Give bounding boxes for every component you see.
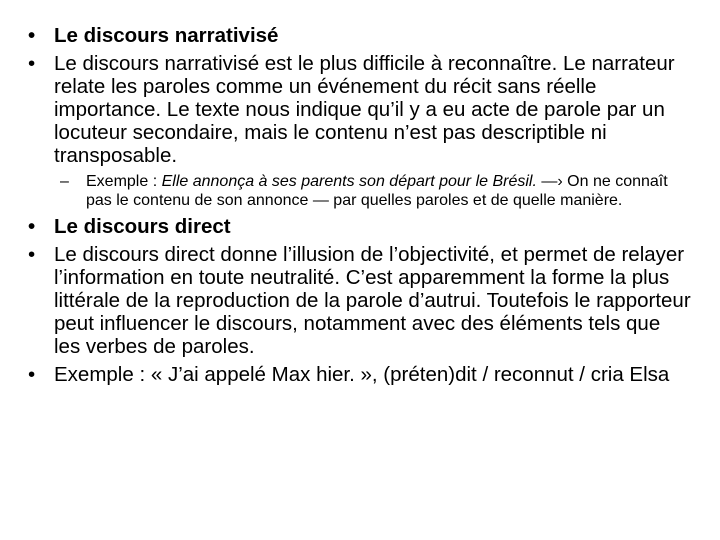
example-suffix: —› On ne connaît pas le contenu de son annonce — par quelles paroles et de quelle manière. bbox=[86, 173, 668, 209]
bullet-icon: • bbox=[28, 52, 36, 75]
paragraph-text: Le discours direct donne l’illusion de l’objectivité, et permet de relayer l’information en toute neutralité. C’est apparemment la forme la plus littérale de la reproduction de la parole d’autrui. Toutefois le rapporteur peut influencer le discours, notamment avec des éléments tels que les verbes de paroles. bbox=[54, 243, 691, 358]
example-prefix: Exemple : bbox=[86, 173, 162, 190]
bullet-icon: • bbox=[28, 363, 36, 386]
heading-text: Le discours direct bbox=[54, 215, 231, 238]
heading-text: Le discours narrativisé bbox=[54, 24, 279, 47]
bullet-icon: • bbox=[28, 215, 36, 238]
example-quote: Elle annonça à ses parents son départ pour le Brésil. bbox=[161, 173, 537, 190]
paragraph-narrativise bbox=[28, 52, 692, 167]
example-text: Exemple : « J’ai appelé Max hier. », (préten)dit / reconnut / cria Elsa bbox=[54, 363, 670, 386]
slide-body bbox=[28, 24, 692, 391]
bullet-icon: • bbox=[28, 243, 36, 266]
paragraph-direct bbox=[28, 243, 692, 358]
example-direct bbox=[28, 363, 692, 386]
heading-discours-direct bbox=[28, 215, 692, 238]
dash-icon: – bbox=[60, 173, 69, 190]
paragraph-text: Le discours narrativisé est le plus difficile à reconnaître. Le narrateur relate les paroles comme un événement du récit sans réelle importance. Le texte nous indique qu’il y a eu acte de parole par un locuteur secondaire, mais le contenu n’est pas descriptible ni transposable. bbox=[54, 52, 675, 167]
heading-discours-narrativise bbox=[28, 24, 692, 47]
example-narrativise bbox=[28, 172, 692, 210]
bullet-icon: • bbox=[28, 24, 36, 47]
